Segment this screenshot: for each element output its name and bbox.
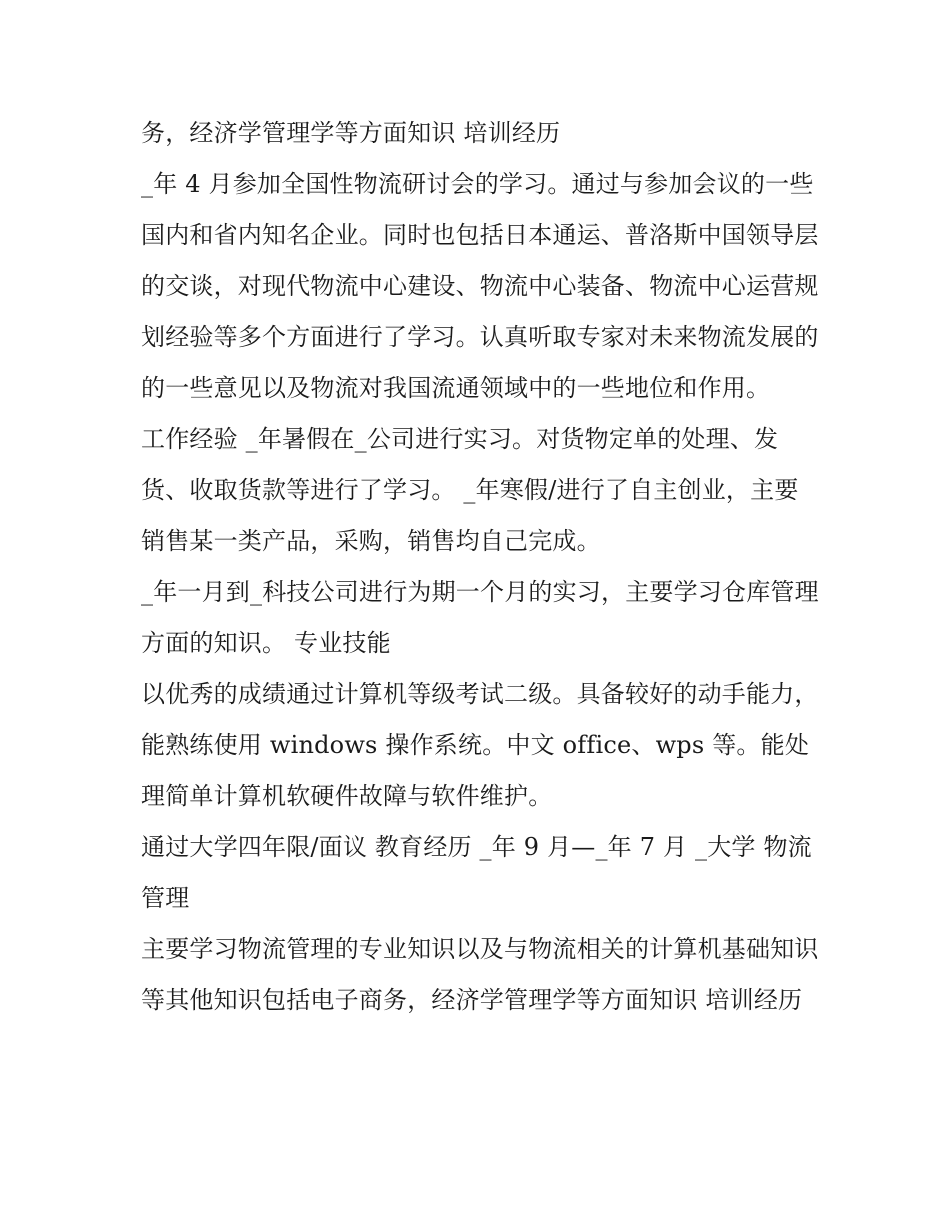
paragraph-training-header: 务，经济学管理学等方面知识 培训经历 [141, 119, 561, 147]
paragraph-study-content: 主要学习物流管理的专业知识以及与物流相关的计算机基础知识等其他知识包括电子商务，经济学管理学等方面知识 培训经历 [141, 935, 819, 1014]
paragraph-internship: _年一月到_科技公司进行为期一个月的实习，主要学习仓库管理方面的知识。 专业技能 [141, 578, 819, 657]
paragraph-logistics-seminar: _年 4 月参加全国性物流研讨会的学习。通过与参加会议的一些国内和省内知名企业。同时也包括日本通运、普洛斯中国领导层的交谈，对现代物流中心建设、物流中心装备、物流中心运营规划经验等多个方面进行了学习。认真听取专家对未来物流发展的的一些意见以及物流对我国流通领域中的一些地位和作用。 [141, 170, 819, 402]
paragraph-education: 通过大学四年限/面议 教育经历 _年 9 月—_年 7 月 _大学 物流管理 [141, 833, 812, 912]
paragraph-computer-skills: 以优秀的成绩通过计算机等级考试二级。具备较好的动手能力，能熟练使用 windows 操作系统。中文 office、wps 等。能处理简单计算机软硬件故障与软件维护。 [141, 680, 819, 810]
paragraph-work-experience: 工作经验 _年暑假在_公司进行实习。对货物定单的处理、发货、收取货款等进行了学习。 _年寒假/进行了自主创业，主要销售某一类产品，采购，销售均自己完成。 [141, 425, 799, 555]
document-body [141, 108, 821, 1026]
